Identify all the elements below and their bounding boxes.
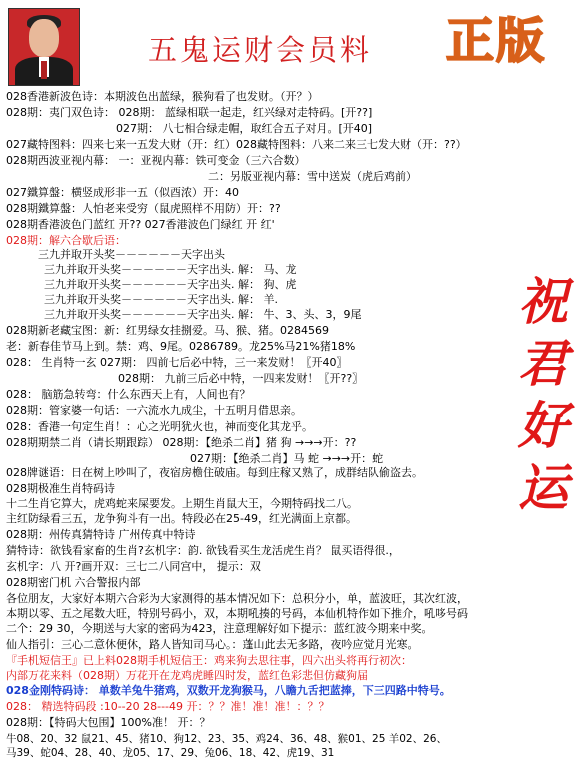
line-iron-abacus-027: 027鐵算盤：横竖成形非一五（似酉浓）开：40 bbox=[6, 186, 239, 199]
side-char-1: 祝 bbox=[518, 272, 568, 331]
line-friends-1: 各位朋友，大家好本期六合彩为大家测得的基本情况如下：总积分小，单，蓝波旺，其次红波， bbox=[6, 592, 468, 605]
line-big-surround: 028期：【特码大包围】100%准！ 开：？ bbox=[6, 716, 211, 729]
line-hk-one-sentence: 028：香港一句定生肖！：心之光明犹火也，神而变化其龙乎。 bbox=[6, 420, 313, 433]
genuine-badge: 正版 bbox=[446, 13, 547, 69]
line-zodiac-numbers-1: 牛08、20、32 鼠21、45、猪10、狗12、23、35、鸡24、36、48、猴01、25 羊02、26、 bbox=[6, 733, 447, 745]
line-selected-segment: 028： 精选特码段 :10--20 28---49 开：？？准！准！准！：？？ bbox=[6, 700, 330, 713]
line-friends-3: 二个：29 30，今期送与大家的密码为423，注意理解好如下提示：蓝红波今期来中奖。 bbox=[6, 622, 433, 635]
author-avatar bbox=[8, 8, 80, 86]
line-treasure-map-new: 028期新老藏宝图：新：红男绿女挂捌爱。马、猴、猪。0284569 bbox=[6, 324, 329, 337]
page-title: 五鬼运财会员料 bbox=[148, 33, 373, 67]
line-housekeeper-quote: 028期：管家婆一句话：一六流水九成尘，十五明月借思亲。 bbox=[6, 404, 302, 417]
line-hk-wave-door: 028期香港波色门蓝红 开?? 027香港波色门绿红 开 红' bbox=[6, 218, 275, 231]
line-secret-door: 028期密门机 六合警报内部 bbox=[6, 576, 141, 589]
line-wave-color-poem: 028香港新波色诗：本期波色出蓝绿，猴狗看了也发财。（开？） bbox=[6, 90, 319, 103]
line-brain-teaser: 028： 脑筋急转弯：什么东西天上有，人间也有？ bbox=[6, 388, 251, 401]
line-west-wave-insider-1: 028期西波亚视内幕： 一：亚视内幕：铁可变金（三六合数） bbox=[6, 154, 306, 167]
side-char-3: 好 bbox=[518, 396, 568, 455]
line-sms-king: 『手机短信王』已上料028期手机短信王：鸡来狗去思往事，四六出头将再行初次： bbox=[6, 654, 412, 667]
line-riddle-2: 三九并取开头奖－－－－－－天字出头. 解： 马、龙 bbox=[44, 263, 297, 276]
line-riddle-heading: 028期：解六合歇后语： bbox=[6, 234, 126, 247]
line-riddle-5: 三九并取开头奖－－－－－－天字出头. 解： 牛、3、头、3，9尾 bbox=[44, 308, 362, 321]
line-zodiac-mystery: 028： 生肖特一玄 027期： 四前七后必中特，三一来发财！〖开40〗 bbox=[6, 356, 348, 369]
line-friends-2: 本期以零、五之尾数大旺，特别号码小，双，本期吼揍的号码，本仙机特作如下推介，吼哆号码 bbox=[6, 607, 468, 620]
line-kill-two-zodiac-028: 028期期禁二肖（请长期跟踪） 028期：【绝杀二肖】猪 狗 →→→开：?? bbox=[6, 436, 357, 449]
line-west-wave-insider-2: 二：另版亚视内幕：雪中送炭（虎后鸡前） bbox=[208, 170, 417, 183]
line-zodiac-mystery-028: 028期： 九前三后必中特，一四来发财！〖开??〗 bbox=[118, 372, 364, 385]
line-mystery-word: 玄机字：八 开?画开双：三七二八同宫中， 提示：双 bbox=[6, 560, 261, 573]
line-hidden-code-chart: 027藏特图料：四来七来一五发大财（开：红）028藏特图料：八来二来三七发大财（开：??） bbox=[6, 138, 467, 151]
line-card-riddle: 028牌谜语：日在树上吵叫了，夜宿房檐住破庙。每到庄稼又熟了，成群结队偷盗去。 bbox=[6, 466, 423, 479]
line-guess-poem: 猜特诗：欲钱看家畜的生肖?玄机字：韵. 欲钱看买生龙活虎生肖？ 鼠买语得很.， bbox=[6, 544, 400, 557]
line-immortal-guide: 仙人指引：三心二意休便休，路人皆知司马心。：蓬山此去无多路，夜吟应觉月光寒。 bbox=[6, 638, 419, 651]
line-two-color-poem: 028期：夷门双色诗： 028期： 蓝绿相联一起走，红兴绿对走特码。[开??] bbox=[6, 106, 373, 119]
line-vajra-poem: 028金刚特码诗： 单数羊兔牛猪鸡，双数开龙狗猴马，八瞻九舌把蓝捧，下三四路中特号。 bbox=[6, 684, 451, 697]
line-two-color-poem-027: 027期： 八七相合绿走帽，取红合五子对月。[开40] bbox=[116, 122, 373, 135]
line-fax-poem-heading: 028期：州传真猜特诗 广州传真中特诗 bbox=[6, 528, 196, 541]
line-zodiac-numbers-2: 马39、蛇04、28、40、龙05、17、29、兔06、18、42、虎19、31 bbox=[6, 747, 335, 759]
side-char-4: 运 bbox=[518, 458, 568, 517]
side-char-2: 君 bbox=[518, 334, 568, 393]
line-zodiac-poem-2: 主红防绿看三五，龙争狗斗有一出。特段必在25-49，红光满面上京都。 bbox=[6, 512, 357, 525]
line-treasure-map-old: 老：新春佳节马上到。禁：鸡、9尾。0286789。龙25%马21%猪18% bbox=[6, 340, 356, 353]
line-iron-abacus-028: 028期鐵算盤：人怕老来受穷（鼠虎照样不用防）开：?? bbox=[6, 202, 281, 215]
line-zodiac-poem-heading: 028期极准生肖特码诗 bbox=[6, 482, 115, 495]
line-kill-two-zodiac-027: 027期：【绝杀二肖】马 蛇 →→→开：蛇 bbox=[190, 452, 384, 465]
line-flowers-insider: 内部万花来料（028期）万花开在龙鸡虎睡四时发，蓝红色彩悲但仿藏狗届 bbox=[6, 669, 368, 682]
line-riddle-4: 三九并取开头奖－－－－－－天字出头. 解： 羊. bbox=[44, 293, 278, 306]
line-riddle-3: 三九并取开头奖－－－－－－天字出头. 解： 狗、虎 bbox=[44, 278, 297, 291]
line-riddle-1: 三九并取开头奖－－－－－－天字出头 bbox=[38, 248, 225, 261]
line-zodiac-poem-1: 十二生肖它算大，虎鸡蛇来屎要发。上期生肖鼠大王，今期特码找二八。 bbox=[6, 497, 358, 510]
